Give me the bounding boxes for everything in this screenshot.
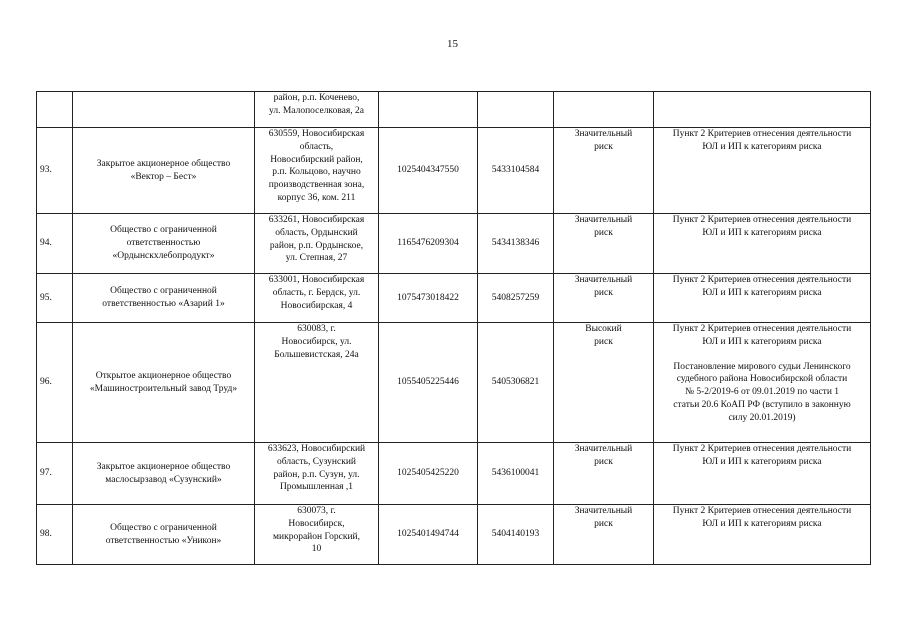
inn-cell: 5434138346 [478, 214, 554, 274]
inn-cell: 5408257259 [478, 274, 554, 323]
risk-basis [654, 128, 871, 214]
address-line: Новосибирская, 4 [280, 300, 353, 311]
risk-basis-line: ЮЛ и ИП к категориям риска [702, 518, 822, 529]
table-row [37, 323, 871, 443]
inn-cell: 5404140193 [478, 505, 554, 565]
risk-category-line: Высокий [585, 324, 622, 334]
risk-basis [654, 214, 871, 274]
risk-category [554, 505, 654, 565]
address-line: производственная зона, [268, 180, 365, 191]
organization-name [73, 92, 255, 128]
risk-basis-line: Пункт 2 Критериев отнесения деятельности [672, 129, 852, 139]
risk-basis [654, 505, 871, 565]
address-line: Промышленная ,1 [279, 482, 354, 493]
organization-name-line: Общество с ограниченной [110, 522, 217, 533]
risk-basis-line: ЮЛ и ИП к категориям риска [702, 141, 822, 152]
risk-category [554, 128, 654, 214]
row-number: 95. [37, 274, 73, 323]
organization-name-line: ответственностью «Уникон» [105, 535, 222, 546]
row-number: 93. [37, 128, 73, 214]
organization-name-line: маслосырзавод «Сузунский» [105, 474, 222, 485]
risk-category-line: риск [594, 287, 613, 298]
risk-category-line: Значительный [574, 129, 633, 139]
organization-address [255, 214, 379, 274]
address-line: Новосибирский район, [270, 154, 363, 165]
risk-basis-line: ЮЛ и ИП к категориям риска [702, 336, 822, 347]
address-line: область, г. Бердск, ул. [272, 287, 361, 298]
address-line: Новосибирск, [288, 518, 345, 529]
organization-name [73, 323, 255, 443]
table-row [37, 214, 871, 274]
address-line: район, р.п. Сузун, ул. [273, 469, 360, 480]
address-line: район, р.п. Ордынское, [269, 240, 364, 251]
ogrn-cell: 1075473018422 [379, 274, 478, 323]
organization-name-line: Закрытое акционерное общество [96, 461, 231, 472]
address-line: Большевистская, 24а [274, 349, 359, 360]
address-line: район, р.п. Коченево, [273, 93, 360, 103]
organization-name-line: ответственностью «Азарий 1» [102, 299, 225, 309]
organization-name [73, 443, 255, 505]
risk-category [554, 274, 654, 323]
risk-basis-line: Пункт 2 Критериев отнесения деятельности [672, 324, 852, 334]
address-line: 633261, Новосибирская [268, 215, 365, 225]
organization-address [255, 323, 379, 443]
court-ruling-line: силу 20.01.2019) [728, 412, 796, 423]
table-row [37, 505, 871, 565]
table-row [37, 92, 871, 128]
organization-name-line: «Ордынскхлебопродукт» [112, 250, 215, 261]
risk-basis-line: ЮЛ и ИП к категориям риска [702, 287, 822, 298]
inn-cell: 5405306821 [478, 323, 554, 443]
court-ruling-line: Постановление мирового судьи Ленинского [673, 361, 851, 372]
ogrn-cell: 1025405425220 [379, 443, 478, 505]
organization-name-line: «Вектор – Бест» [130, 171, 197, 182]
address-line: 633623, Новосибирский [267, 444, 366, 454]
organization-address [255, 128, 379, 214]
court-ruling-line: статьи 20.6 КоАП РФ (вступило в законную [673, 399, 851, 410]
organization-name [73, 274, 255, 323]
address-line: область, Ордынский [275, 227, 358, 238]
ogrn-cell: 1055405225446 [379, 323, 478, 443]
risk-basis [654, 92, 871, 128]
risk-category-line: Значительный [574, 506, 633, 516]
ogrn-cell [379, 92, 478, 128]
risk-basis [654, 274, 871, 323]
table-row [37, 274, 871, 323]
organization-name-line: Общество с ограниченной [110, 225, 217, 236]
ogrn-cell: 1165476209304 [379, 214, 478, 274]
court-ruling-line: судебного района Новосибирской области [676, 374, 848, 385]
row-number [37, 92, 73, 128]
address-line: 630073, г. [297, 506, 336, 516]
risk-category-line: Значительный [574, 444, 633, 454]
organization-name-line: Общество с ограниченной [110, 286, 217, 297]
registry-body [37, 92, 871, 565]
risk-registry-table [36, 91, 871, 565]
address-line: 633001, Новосибирская [268, 275, 365, 285]
organization-name [73, 214, 255, 274]
organization-name-line: «Машиностроительный завод Труд» [89, 383, 238, 394]
organization-address [255, 92, 379, 128]
court-ruling-line: № 5-2/2019-6 от 09.01.2019 по части 1 [684, 387, 840, 398]
risk-category-line: риск [594, 518, 613, 529]
address-line: Новосибирск, ул. [281, 336, 352, 347]
organization-address [255, 443, 379, 505]
organization-name [73, 128, 255, 214]
risk-category [554, 443, 654, 505]
address-line: 10 [311, 544, 322, 555]
risk-category-line: риск [594, 141, 613, 152]
risk-category-line: риск [594, 456, 613, 467]
organization-address [255, 274, 379, 323]
inn-cell: 5433104584 [478, 128, 554, 214]
risk-basis-line: ЮЛ и ИП к категориям риска [702, 227, 822, 238]
risk-category [554, 92, 654, 128]
row-number: 98. [37, 505, 73, 565]
inn-cell [478, 92, 554, 128]
address-line: корпус 36, ком. 211 [277, 192, 356, 203]
risk-category-line: Значительный [574, 275, 633, 285]
risk-basis-line: Пункт 2 Критериев отнесения деятельности [672, 506, 852, 516]
table-row [37, 128, 871, 214]
row-number: 94. [37, 214, 73, 274]
row-number: 96. [37, 323, 73, 443]
inn-cell: 5436100041 [478, 443, 554, 505]
address-line: ул. Малопоселковая, 2а [269, 105, 364, 116]
address-line: область, Сузунский [277, 456, 356, 467]
risk-category [554, 323, 654, 443]
address-line: область, [299, 141, 334, 152]
address-line: 630559, Новосибирская [268, 129, 365, 139]
address-line: микрорайон Горский, [272, 531, 360, 542]
organization-name-line: Открытое акционерное общество [95, 370, 232, 381]
page-number: 15 [447, 38, 458, 50]
paragraph-gap [657, 349, 867, 361]
organization-address [255, 505, 379, 565]
address-line: 630083, г. [297, 324, 336, 334]
organization-name-line: Закрытое акционерное общество [96, 158, 231, 169]
risk-basis-line: Пункт 2 Критериев отнесения деятельности [672, 444, 852, 454]
address-line: ул. Степная, 27 [285, 253, 348, 264]
risk-basis-line: Пункт 2 Критериев отнесения деятельности [672, 275, 852, 285]
risk-category-line: Значительный [574, 215, 633, 225]
row-number: 97. [37, 443, 73, 505]
risk-basis-line: Пункт 2 Критериев отнесения деятельности [672, 215, 852, 225]
organization-name-line: ответственностью [126, 238, 201, 249]
ogrn-cell: 1025401494744 [379, 505, 478, 565]
risk-basis-line: ЮЛ и ИП к категориям риска [702, 456, 822, 467]
risk-category-line: риск [594, 227, 613, 238]
table-row [37, 443, 871, 505]
risk-basis [654, 323, 871, 443]
address-line: р.п. Кольцово, научно [272, 167, 361, 178]
risk-basis [654, 443, 871, 505]
risk-category-line: риск [594, 336, 613, 347]
organization-name [73, 505, 255, 565]
ogrn-cell: 1025404347550 [379, 128, 478, 214]
risk-category [554, 214, 654, 274]
